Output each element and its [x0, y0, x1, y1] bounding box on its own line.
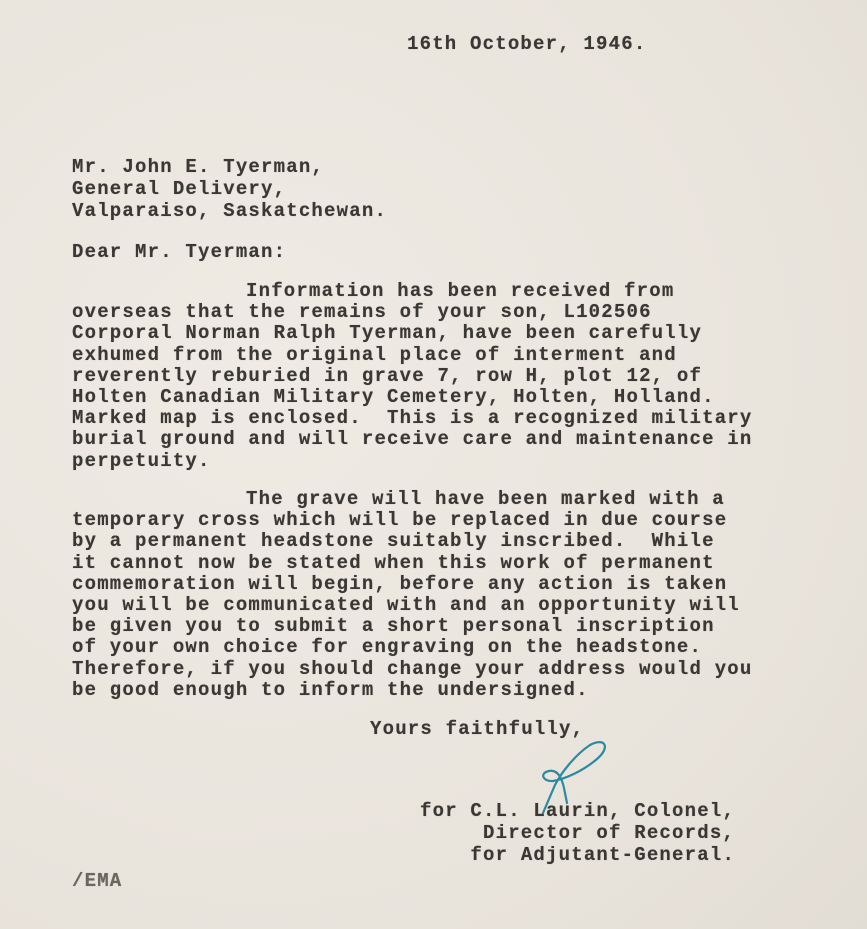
- address-line: General Delivery,: [72, 178, 287, 200]
- address-line: Valparaiso, Saskatchewan.: [72, 200, 388, 222]
- text-line: reverently reburied in grave 7, row H, plot 12, of: [72, 364, 703, 387]
- text-line: Marked map is enclosed. This is a recognized military: [72, 407, 753, 430]
- text-line: of your own choice for engraving on the headstone.: [72, 636, 703, 659]
- signature-block: [420, 801, 735, 867]
- text-line: be given you to submit a short personal inscription: [72, 615, 715, 638]
- text-line: The grave will have been marked with a: [246, 488, 725, 510]
- text-line: commemoration will begin, before any action is taken: [72, 572, 728, 595]
- text-line: perpetuity.: [72, 449, 211, 472]
- address-line: Mr. John E. Tyerman,: [72, 156, 325, 178]
- text-line: it cannot now be stated when this work of permanent: [72, 551, 715, 574]
- text-line: be good enough to inform the undersigned.: [72, 678, 589, 701]
- text-line: by a permanent headstone suitably inscribed. While: [72, 530, 715, 553]
- text-line: you will be communicated with and an opportunity will: [72, 593, 740, 616]
- recipient-address: [72, 157, 387, 223]
- text-line: Corporal Norman Ralph Tyerman, have been carefully: [72, 322, 703, 345]
- text-line: temporary cross which will be replaced in due course: [72, 509, 728, 532]
- text-line: exhumed from the original place of interment and: [72, 343, 677, 366]
- paragraph-2: [72, 489, 753, 701]
- text-line: overseas that the remains of your son, L102506: [72, 301, 652, 324]
- text-line: Holten Canadian Military Cemetery, Holten, Holland.: [72, 385, 715, 408]
- closing: Yours faithfully,: [370, 718, 585, 740]
- text-line: Information has been received from: [246, 280, 675, 302]
- signature-line: Director of Records,: [483, 822, 736, 844]
- paragraph-1: [72, 281, 753, 472]
- salutation: Dear Mr. Tyerman:: [72, 241, 287, 263]
- letter-date: 16th October, 1946.: [407, 33, 647, 55]
- text-line: Therefore, if you should change your address would you: [72, 657, 753, 680]
- signature-line: for Adjutant-General.: [470, 844, 736, 866]
- text-line: burial ground and will receive care and maintenance in: [72, 428, 753, 451]
- reference-initials: /EMA: [72, 870, 123, 892]
- signature-line: for C.L. Laurin, Colonel,: [420, 800, 736, 822]
